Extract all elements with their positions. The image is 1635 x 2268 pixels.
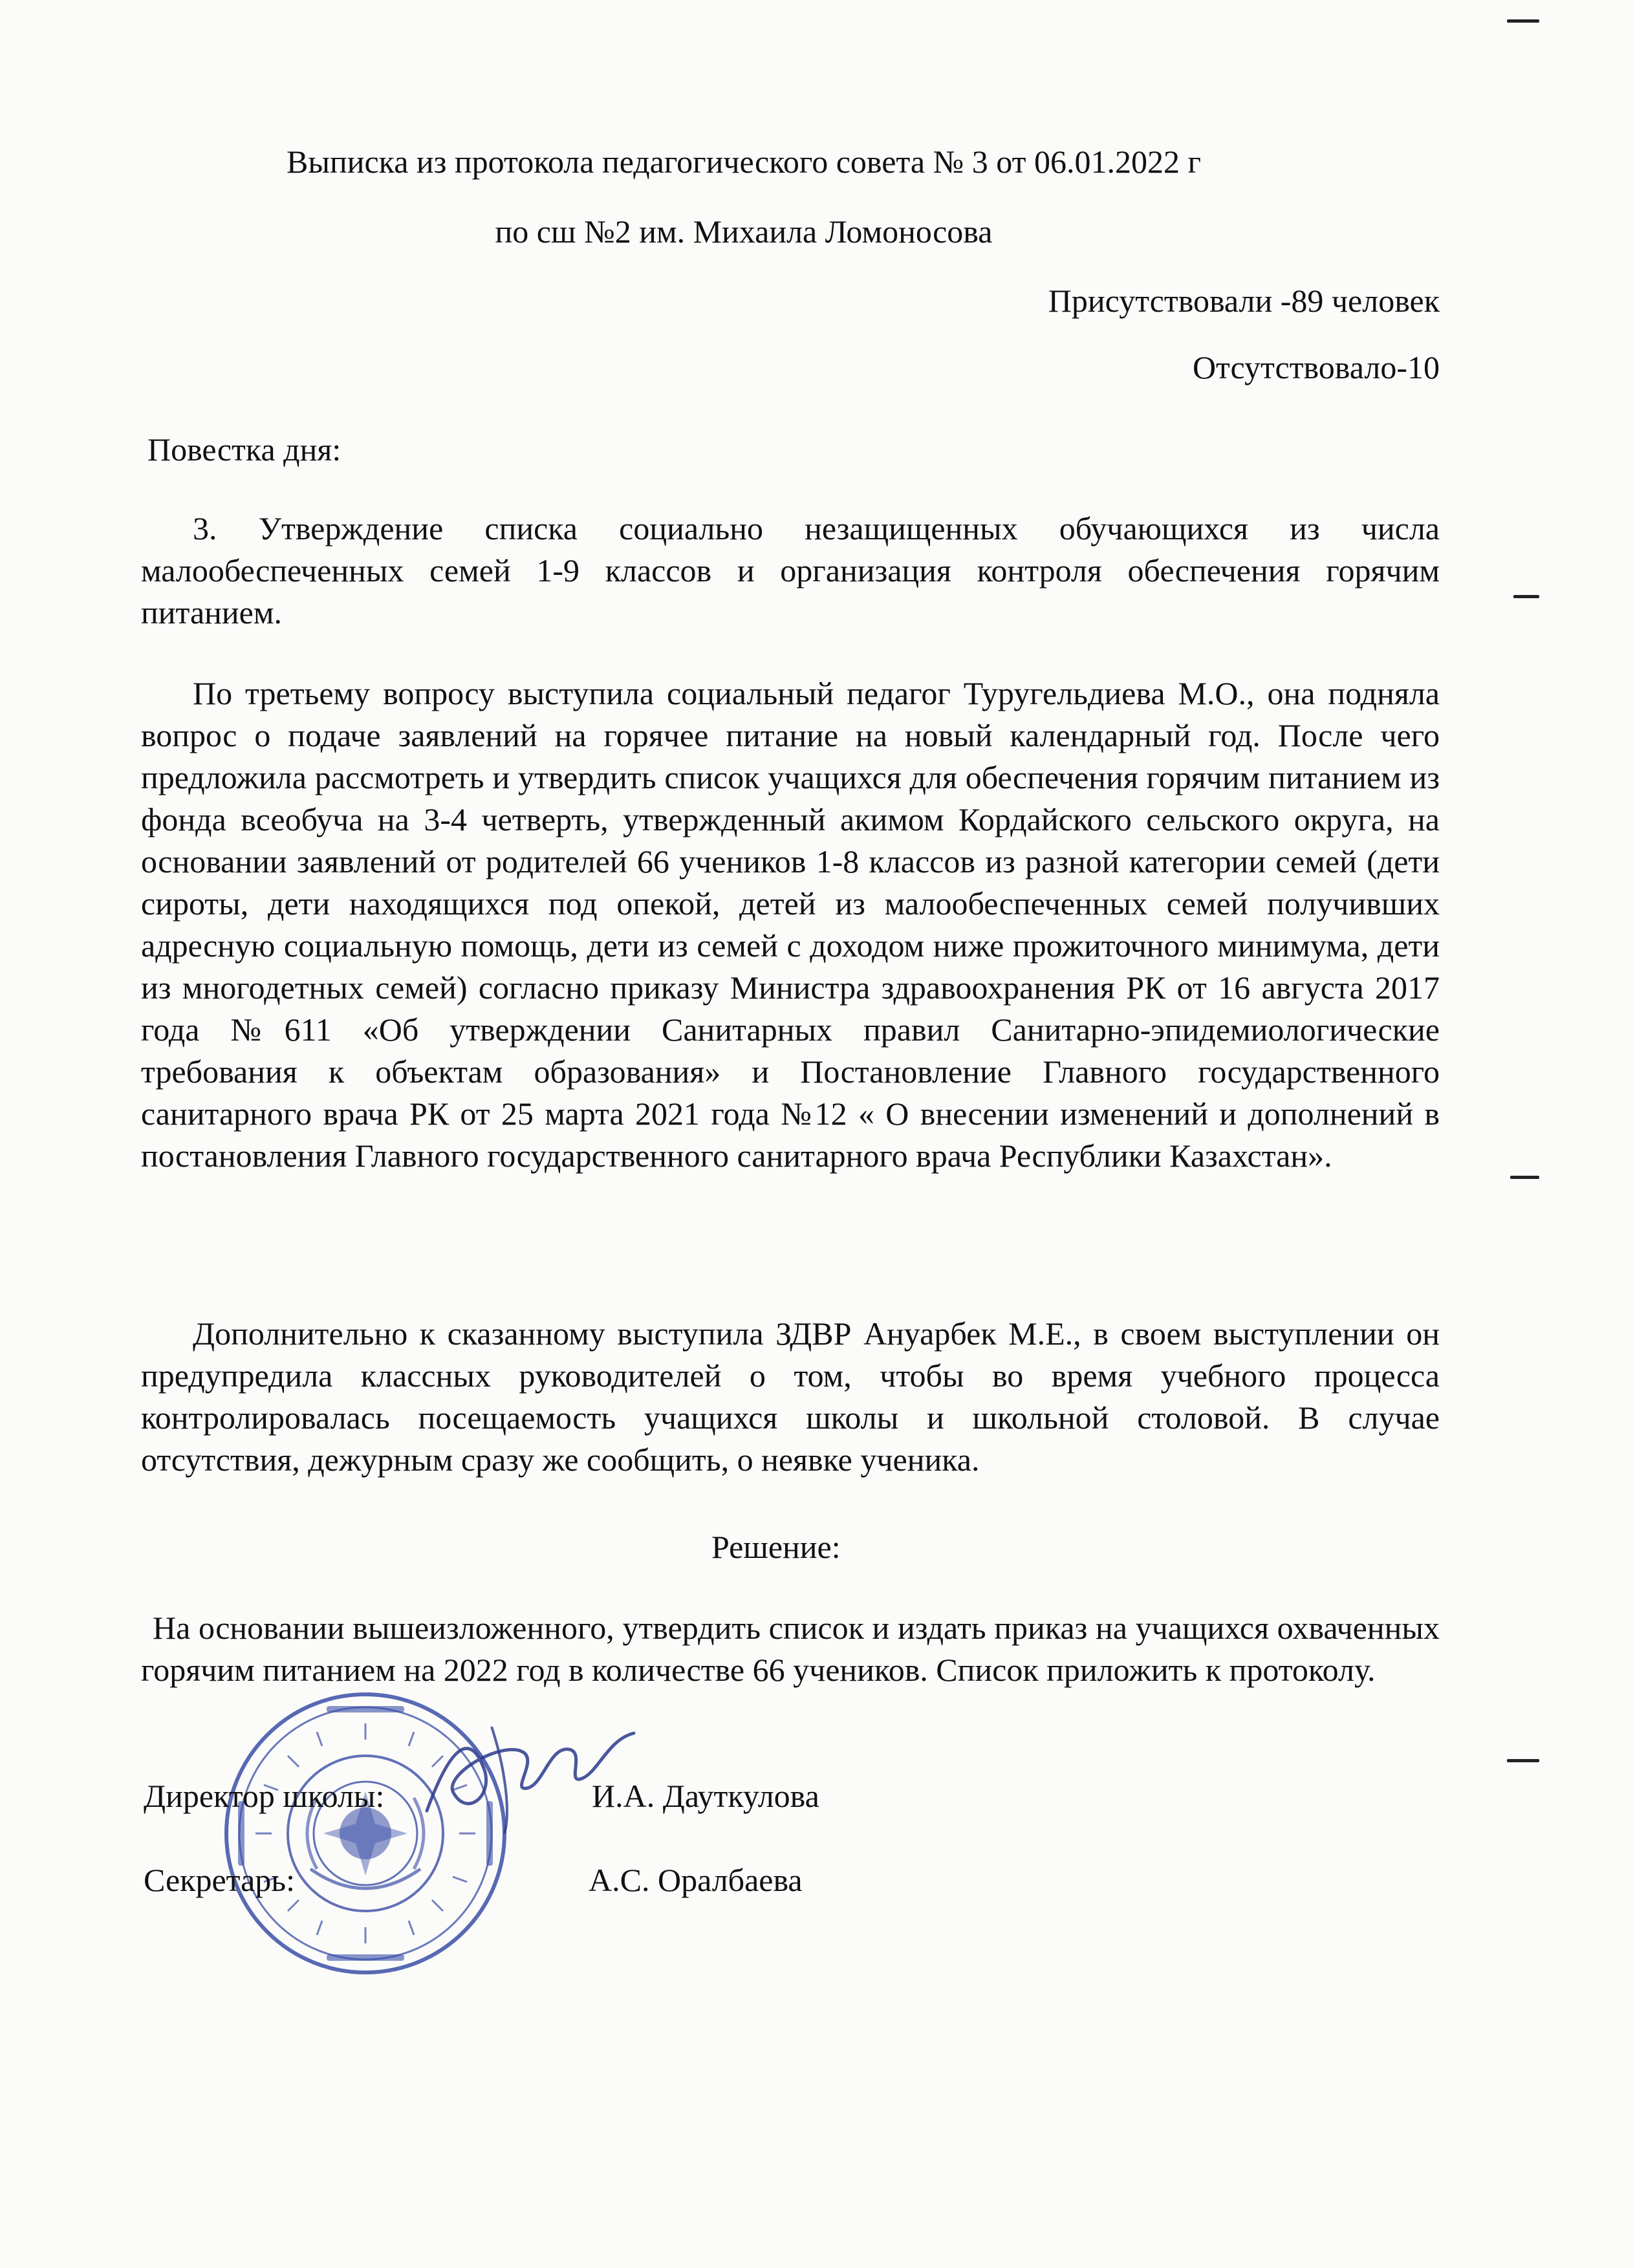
decision-label: Решение: (711, 1529, 841, 1565)
agenda-item-text: 3. Утверждение списка социально незащищенных обучающихся из числа малообеспеченных семей 1-9 классов и организация контроля обеспечения горячим питанием. (141, 510, 1440, 631)
director-label: Директор школы: (144, 1778, 385, 1814)
scan-mark (1507, 19, 1539, 23)
director-signature (414, 1714, 647, 1837)
scan-mark (1507, 1759, 1539, 1762)
director-name: И.А. Дауткулова (592, 1778, 819, 1814)
scan-mark (1513, 595, 1539, 598)
agenda-item (141, 508, 1440, 634)
secretary-name: А.С. Оралбаева (589, 1862, 803, 1898)
paragraph-speech-2-text: Дополнительно к сказанному выступила ЗДВР Ануарбек М.Е., в своем выступлении он предупредила классных руководителей о том, чтобы во время учебного процесса контролировалась посещаемость учащихся школы и школьной столовой. В случае отсутствия, дежурным сразу же сообщить, о неявке ученика. (141, 1315, 1440, 1478)
document-title: Выписка из протокола педагогического совета № 3 от 06.01.2022 г (287, 144, 1201, 180)
paragraph-speech-1 (141, 673, 1440, 1177)
attendance-present: Присутствовали -89 человек (1048, 283, 1440, 319)
decision-text: На основании вышеизложенного, утвердить список и издать приказ на учащихся охваченных горячим питанием на 2022 год в количестве 66 учеников. Список приложить к протоколу. (141, 1610, 1440, 1688)
paragraph-speech-2 (141, 1313, 1440, 1481)
decision-paragraph (141, 1607, 1440, 1691)
agenda-label: Повестка дня: (147, 431, 341, 468)
document-subtitle: по сш №2 им. Михаила Ломоносова (495, 213, 993, 250)
scan-mark (1510, 1176, 1539, 1179)
paragraph-speech-1-text: По третьему вопросу выступила социальный педагог Туругельдиева М.О., она подняла вопрос о подаче заявлений на горячее питание на новый календарный год. После чего предложила рассмотреть и утвердить список учащихся для обеспечения горячим питанием из фонда всеобуча на 3-4 четверть, утвержденный акимом Кордайского сельского округа, на основании заявлений от родителей 66 учеников 1-8 классов из разной категории семей (дети сироты, дети находящихся под опекой, детей из малообеспеченных семей получивших адресную социальную помощь, дети из семей с доходом ниже прожиточного минимума, дети из многодетных семей) согласно приказу Министра здравоохранения РК от 16 августа 2017 года №611 «Об утверждении Санитарных правил Санитарно-эпидемиологические требования к объектам образования» и Постановление Главного государственного санитарного врача РК от 25 марта 2021 года №12 « О внесении изменений и дополнений в постановления Главного государственного санитарного врача Республики Казахстан». (141, 675, 1440, 1174)
attendance-absent: Отсутствовало-10 (1192, 349, 1440, 385)
secretary-label: Секретарь: (144, 1862, 295, 1898)
